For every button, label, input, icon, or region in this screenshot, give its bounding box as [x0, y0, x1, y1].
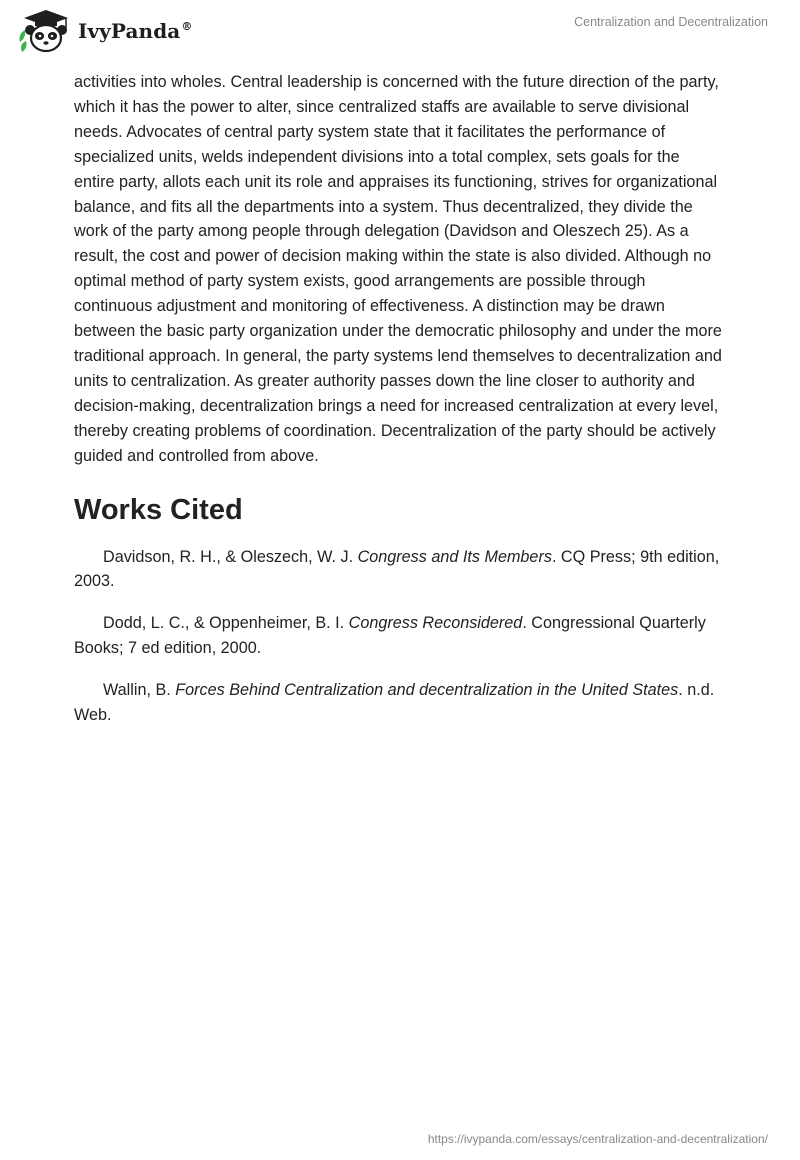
- brand-name: IvyPanda®: [78, 19, 193, 43]
- essay-content: [74, 70, 724, 745]
- page-header: [0, 0, 800, 62]
- citation-publisher: . Congressional Quarterly Books; 7 ed edition, 2000.: [74, 614, 706, 658]
- document-title: Centralization and Decentralization: [574, 15, 768, 29]
- citation-authors: Wallin, B.: [103, 681, 176, 700]
- panda-graduate-icon: [16, 8, 74, 54]
- body-paragraph: activities into wholes. Central leadership is concerned with the future direction of the party, which it has the power to alter, since centralized staffs are available to serve divisional needs. Advocates of central party system state that it facilitates the performance of specialized units, welds independent divisions into a total complex, sets goals for the entire party, allots each unit its role and appraises its functioning, strives for organizational balance, and fits all the departments into a system. Thus decentralized, they divide the work of the party among people through delegation (Davidson and Oleszech 25). As a result, the cost and power of decision making within the state is also divided. Although no optimal method of party system exists, good arrangements are possible through continuous adjustment and monitoring of effectiveness. A distinction may be drawn between the basic party organization under the democratic philosophy and under the more traditional approach. In general, the party systems lend themselves to decentralization and units to centralization. As greater authority passes down the line closer to authority and decision-making, decentralization brings a need for increased centralization at every level, thereby creating problems of coordination. Decentralization of the party should be actively guided and controlled from above.: [74, 73, 722, 465]
- citation-entry: [74, 678, 724, 728]
- citation-publisher: . CQ Press; 9th edition, 2003.: [74, 547, 720, 591]
- citation-title: Congress Reconsidered: [348, 614, 523, 633]
- citation-entry: [74, 545, 724, 595]
- citation-authors: Dodd, L. C., & Oppenheimer, B. I.: [103, 614, 349, 633]
- ivypanda-logo[interactable]: [16, 8, 192, 54]
- citation-authors: Davidson, R. H., & Oleszech, W. J.: [103, 547, 358, 566]
- citation-entry: [74, 611, 724, 661]
- citation-title: Congress and Its Members: [357, 547, 552, 566]
- source-url-link[interactable]: https://ivypanda.com/essays/centralization-and-decentralization/: [427, 1132, 768, 1146]
- citation-publisher: . n.d. Web.: [74, 681, 715, 725]
- registered-mark: ®: [181, 20, 193, 34]
- citation-title: Forces Behind Centralization and decentralization in the United States: [175, 681, 679, 700]
- works-cited-heading: Works Cited: [74, 493, 243, 526]
